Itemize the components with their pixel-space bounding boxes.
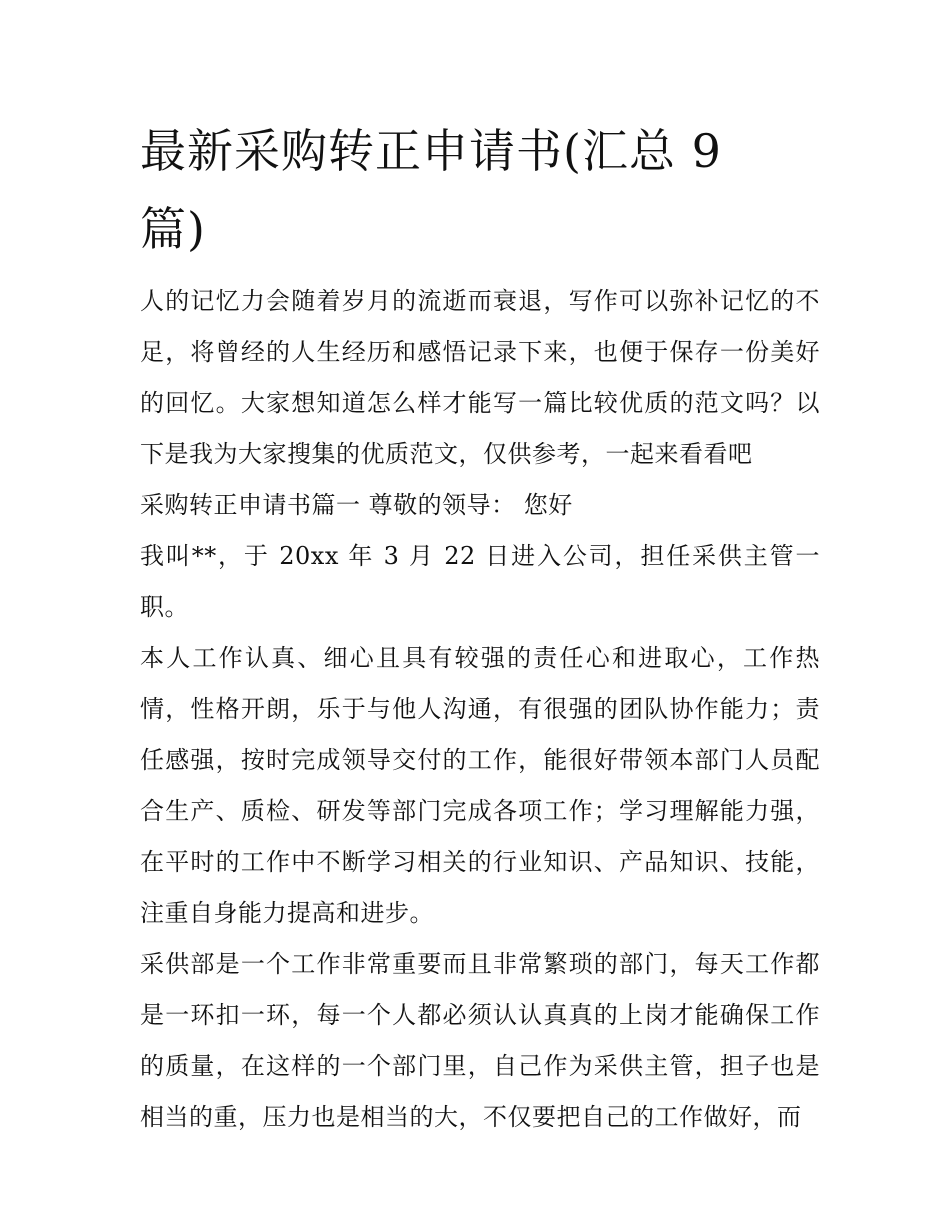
intro-paragraph: 人的记忆力会随着岁月的流逝而衰退，写作可以弥补记忆的不足，将曾经的人生经历和感悟记录下来，也便于保存一份美好的回忆。大家想知道怎么样才能写一篇比较优质的范文吗？以下是我为大家搜集的优质范文，仅供参考，一起来看看吧	[140, 287, 820, 468]
salutation-paragraph: 采购转正申请书篇一 尊敬的领导： 您好	[140, 491, 573, 519]
document-title: 最新采购转正申请书(汇总 9 篇)	[140, 124, 722, 256]
work-attitude-paragraph: 本人工作认真、细心且具有较强的责任心和进取心，工作热情，性格开朗，乐于与他人沟通，有很强的团队协作能力；责任感强，按时完成领导交付的工作，能很好带领本部门人员配合生产、质检、研发等部门完成各项工作；学习理解能力强，在平时的工作中不断学习相关的行业知识、产品知识、技能，注重自身能力提高和进步。	[140, 644, 820, 927]
document-body	[140, 276, 820, 1143]
department-paragraph: 采供部是一个工作非常重要而且非常繁琐的部门，每天工作都是一环扣一环，每一个人都必须认认真真的上岗才能确保工作的质量，在这样的一个部门里，自己作为采供主管，担子也是相当的重，压力也是相当的大，不仅要把自己的工作做好，而	[140, 950, 820, 1131]
self-introduction-paragraph: 我叫**，于 20xx 年 3 月 22 日进入公司，担任采供主管一职。	[140, 542, 820, 621]
